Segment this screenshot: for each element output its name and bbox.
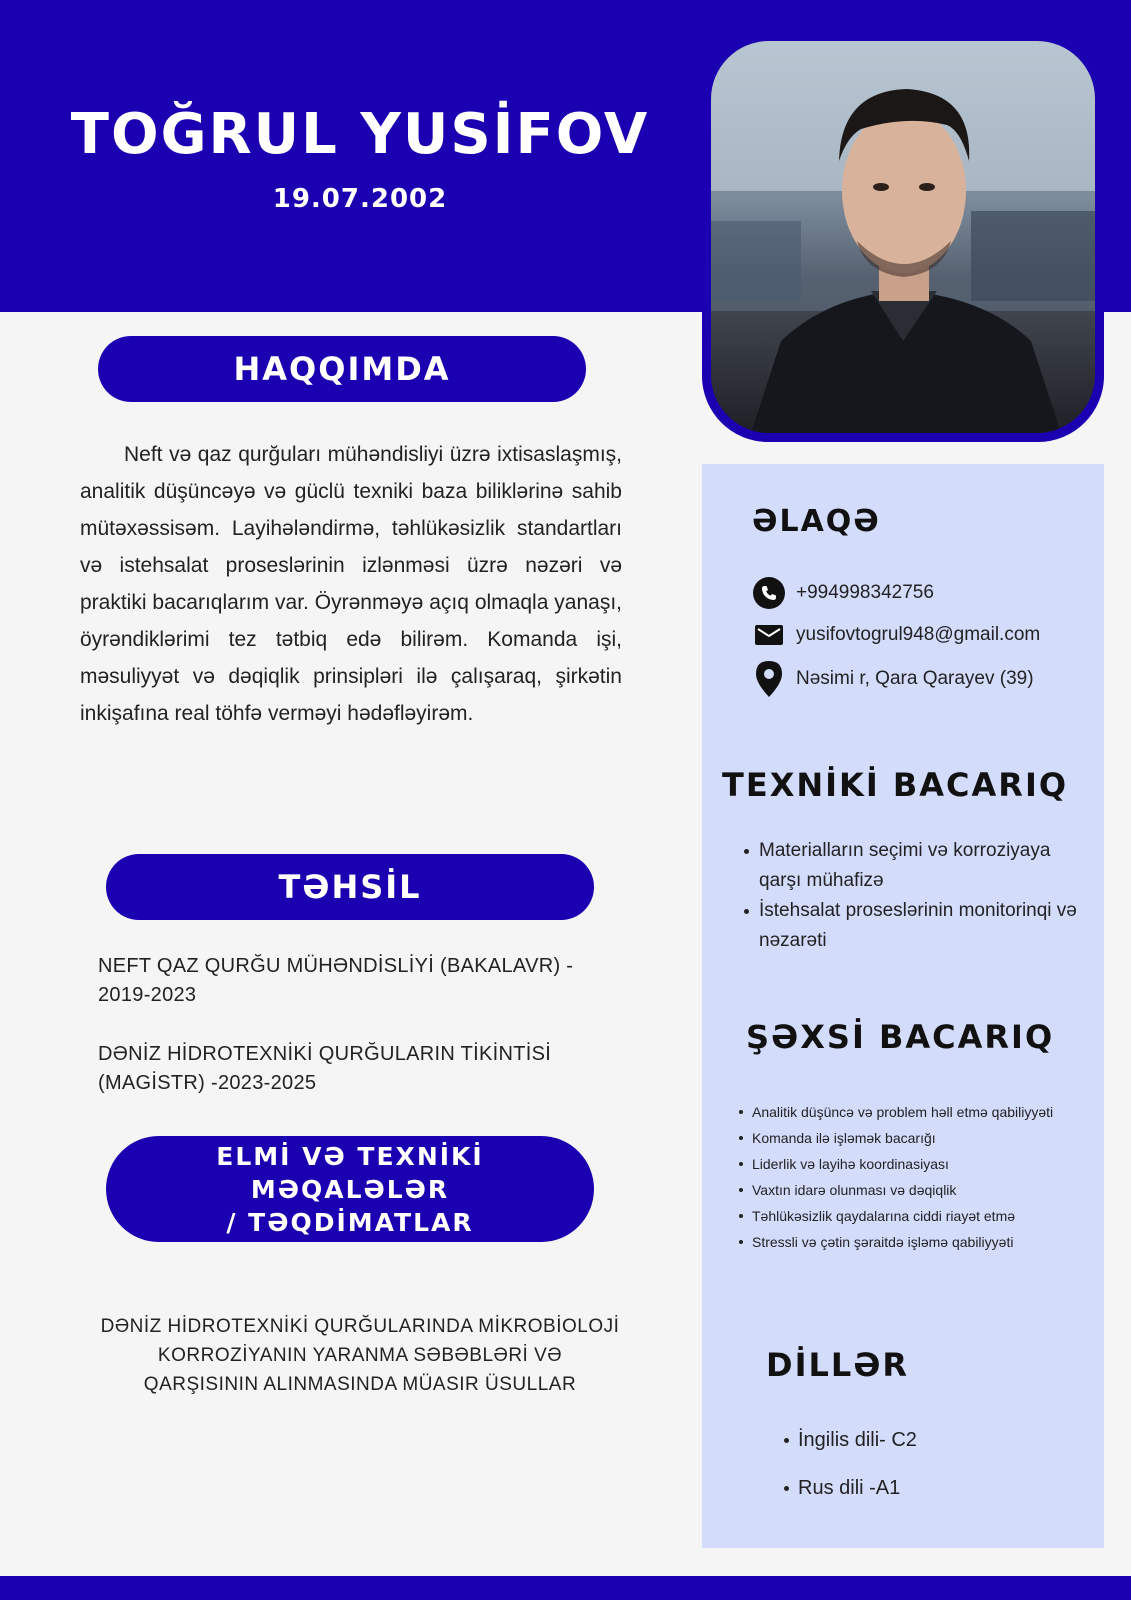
contact-heading: ƏLAQƏ: [752, 504, 881, 539]
contact-address-row: [752, 662, 1034, 696]
phone-icon: [752, 576, 786, 610]
contact-email: yusifovtogrul948@gmail.com: [796, 624, 1041, 645]
personal-skill-item: Təhlükəsizlik qaydalarına ciddi riayət etmə: [736, 1203, 1098, 1229]
paper-title: DƏNİZ HİDROTEXNİKİ QURĞULARINDA MİKROBİOLOJİ KORROZİYANIN YARANMA SƏBƏBLƏRİ VƏ QARŞISININ ALINMASINDA MÜASIR ÜSULLAR: [100, 1316, 620, 1395]
profile-photo: [711, 41, 1095, 433]
portrait-illustration: [711, 41, 1095, 433]
technical-skill-item: İstehsalat proseslərinin monitorinqi və nəzarəti: [740, 896, 1080, 956]
personal-skill-item: Vaxtın idarə olunması və dəqiqlik: [736, 1177, 1098, 1203]
contact-phone: +994998342756: [796, 582, 934, 603]
person-name: TOĞRUL YUSİFOV: [70, 102, 650, 167]
contact-phone-row[interactable]: [752, 576, 934, 610]
about-text: Neft və qaz qurğuları mühəndisliyi üzrə ixtisaslaşmış, analitik düşüncəyə və güclü texniki baza biliklərinə sahib mütəxəssisəm. Layihələndirmə, təhlükəsizlik standartları və istehsalat proseslərinin izlənməsi üzrə nəzəri və praktiki bacarıqlarım var. Öyrənməyə açıq olmaqla yanaşı, öyrəndiklərimi tez tətbiq edə bilirəm. Komanda işi, məsuliyyət və dəqiqlik prinsipləri ilə çalışaraq, şirkətin inkişafına real töhfə verməyi hədəfləyirəm.: [80, 443, 622, 725]
personal-skills-heading: ŞƏXSİ BACARIQ: [746, 1018, 1055, 1056]
contact-address: Nəsimi r, Qara Qarayev (39): [796, 668, 1034, 689]
email-icon: [752, 618, 786, 652]
personal-skills-list: [736, 1099, 1098, 1255]
technical-skills-list: [740, 836, 1080, 956]
papers-heading: [106, 1136, 594, 1242]
education-item-bachelor: NEFT QAZ QURĞU MÜHƏNDİSLİYİ (BAKALAVR) - 2019-2023: [98, 955, 574, 1006]
language-item: İngilis dili- C2: [780, 1416, 1060, 1464]
footer-band: [0, 1576, 1131, 1600]
education-item-master: DƏNİZ HİDROTEXNİKİ QURĞULARIN TİKİNTİSİ (MAGİSTR) -2023-2025: [98, 1043, 552, 1094]
technical-skill-item: Materialların seçimi və korroziyaya qarşı mühafizə: [740, 836, 1080, 896]
personal-skill-item: Komanda ilə işləmək bacarığı: [736, 1125, 1098, 1151]
languages-list: [780, 1416, 1060, 1512]
personal-skill-item: Analitik düşüncə və problem həll etmə qabiliyyəti: [736, 1099, 1098, 1125]
profile-photo-frame: [702, 32, 1104, 442]
date-of-birth: 19.07.2002: [272, 184, 448, 214]
personal-skill-item: Stressli və çətin şəraitdə işləmə qabiliyyəti: [736, 1229, 1098, 1255]
about-heading: HAQQIMDA: [98, 336, 586, 402]
language-item: Rus dili -A1: [780, 1464, 1060, 1512]
papers-heading-line1: ELMİ VƏ TEXNİKİ MƏQALƏLƏR: [216, 1141, 484, 1204]
contact-email-row[interactable]: [752, 618, 1040, 652]
education-heading: TƏHSİL: [106, 854, 594, 920]
papers-heading-line2: / TƏQDİMATLAR: [226, 1207, 474, 1237]
location-pin-icon: [752, 662, 786, 696]
technical-skills-heading: TEXNİKİ BACARIQ: [722, 766, 1069, 804]
languages-heading: DİLLƏR: [766, 1346, 910, 1384]
personal-skill-item: Liderlik və layihə koordinasiyası: [736, 1151, 1098, 1177]
